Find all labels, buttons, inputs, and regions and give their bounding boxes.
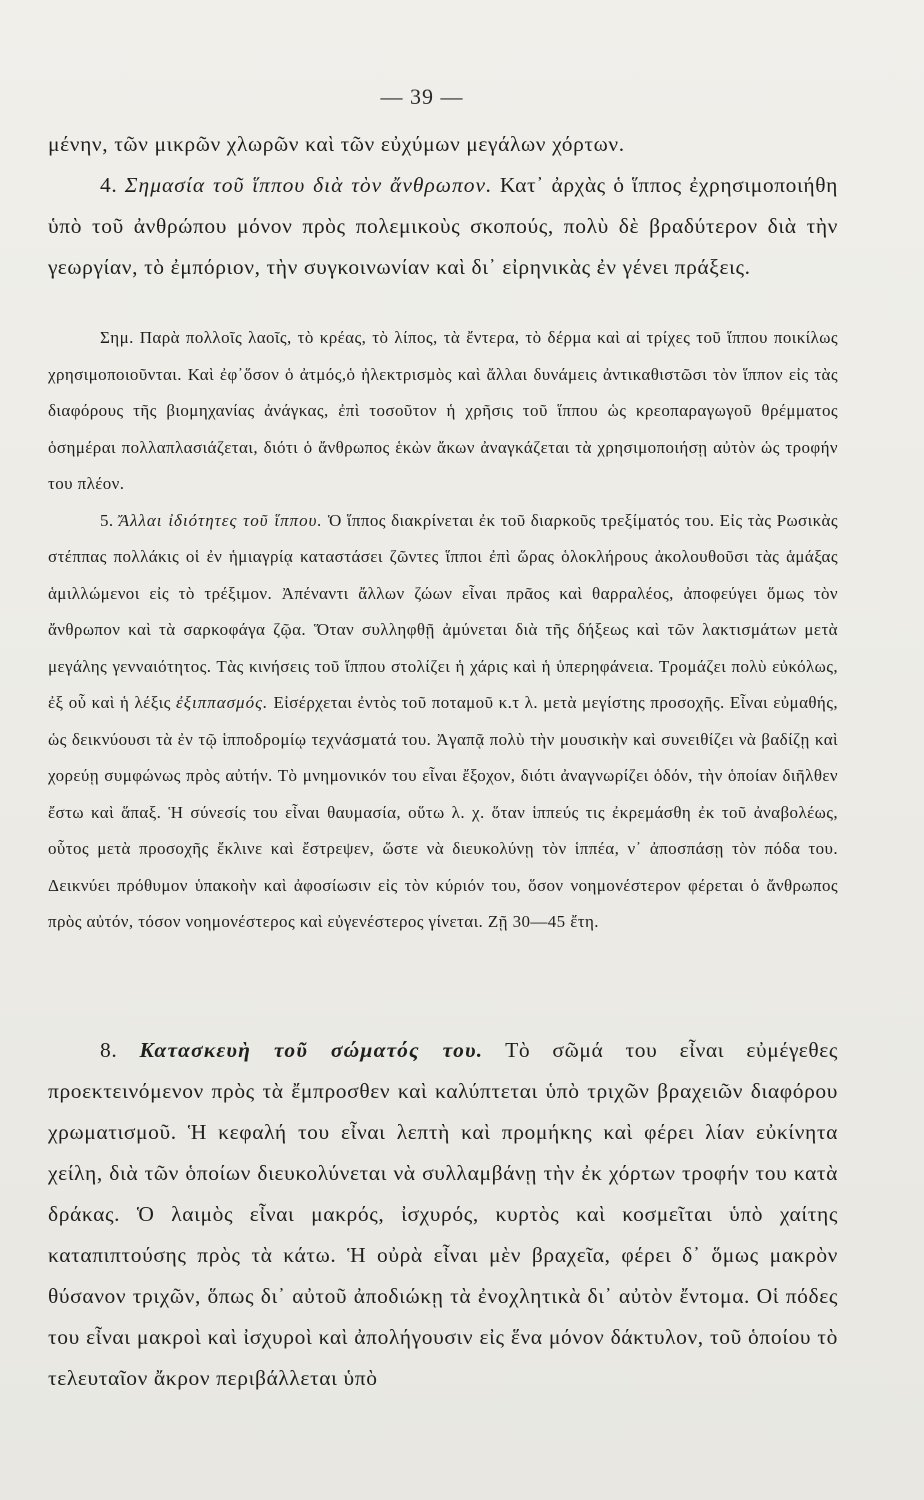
text-block-small [48,320,838,941]
section-4-number: 4. [100,173,118,197]
section-5-paragraph [48,503,838,941]
text-block-bottom [48,1030,838,1399]
section-4-heading: Σημασία τοῦ ἵππου διὰ τὸν ἄνθρωπον. [124,173,493,197]
section-4-paragraph [48,165,838,288]
page-number: — 39 — [380,84,464,109]
section-5-number: 5. [100,510,114,530]
section-8-paragraph [48,1030,838,1399]
section-8-number: 8. [100,1038,118,1062]
section-5-italic-word: ἐξιππασμός. [176,693,269,712]
note-paragraph [48,320,838,503]
section-5-text: Ὁ ἵππος διακρίνεται ἐκ τοῦ διαρκοῦς τρεξίματός του. Εἰς τὰς Ρωσικὰς στέππας πολλάκις οἱ ἐν ἡμιαγρίᾳ καταστάσει ζῶντες ἵπποι ἐπὶ ὥρας ὁλοκλήρους ἀκολουθοῦσι τὰς ἁμάξας ἁμιλλώμενοι εἰς τὸ τρέξιμον. Ἀπέναντι ἄλλων ζώων εἶναι πρᾶος καὶ θαρραλέος, ἀποφεύγει ὅμως τὸν ἄνθρωπον καὶ τὰ σαρκοφάγα ζῷα. Ὅταν συλληφθῇ ἀμύνεται διὰ τῆς δήξεως καὶ τῶν λακτισμάτων μετὰ μεγάλης γενναιότητος. Τὰς κινήσεις τοῦ ἵππου στολίζει ἡ χάρις καὶ ἡ ὑπερηφάνεια. Τρομάζει πολὺ εὐκόλως, ἐξ οὗ καὶ ἡ λέξις [48,510,838,712]
section-8-heading: Κατασκευὴ τοῦ σώματός του. [139,1038,484,1062]
section-5-heading: Ἄλλαι ἰδιότητες τοῦ ἵππου. [118,510,323,530]
note-text: Σημ. Παρὰ πολλοῖς λαοῖς, τὸ κρέας, τὸ λίπος, τὰ ἔντερα, τὸ δέρμα καὶ αἱ τρίχες τοῦ ἵππου ποικίλως χρησιμοποιοῦνται. Καὶ ἐφ᾿ὅσον ὁ ἀτμός,ὁ ἠλεκτρισμὸς καὶ ἄλλαι δυνάμεις ἀντικαθιστῶσι τὸν ἵππον εἰς τὰς διαφόρους τῆς βιομηχανίας ἀνάγκας, ἐπὶ τοσοῦτον ἡ χρῆσις τοῦ ἵππου ὡς κρεοπαραγωγοῦ θρέμματος ὁσημέραι πολλαπλασιάζεται, διότι ὁ ἄνθρωπος ἑκὼν ἄκων ἀναγκάζεται τὰ χρησιμοποιήσῃ αὐτὸν ὡς τροφήν του πλέον. [48,328,838,493]
section-5-text-continued: Εἰσέρχεται ἐντὸς τοῦ ποταμοῦ κ.τ λ. μετὰ μεγίστης προσοχῆς. Εἶναι εὐμαθής, ὡς δεικνύουσι τὰ ἐν τῷ ἱπποδρομίῳ τεχνάσματά του. Ἀγαπᾷ πολὺ τὴν μουσικὴν καὶ συνειθίζει νὰ βαδίζῃ καὶ χορεύῃ συμφώνως πρὸς αὐτήν. Τὸ μνημονικόν του εἶναι ἔξοχον, διότι ἀναγνωρίζει ὁδόν, τὴν ὁποίαν διῆλθεν ἔστω καὶ ἅπαξ. Ἡ σύνεσίς του εἶναι θαυμασία, οὕτω λ. χ. ὅταν ἱππεύς τις ἐκρεμάσθη ἐκ τοῦ ἀναβολέως, οὗτος μετὰ προσοχῆς ἔκλινε καὶ ἔστρεψεν, ὥστε νὰ διευκολύνῃ τὸν ἱππέα, ν᾿ ἀποσπάσῃ τὸν πόδα του. Δεικνύει πρόθυμον ὑπακοὴν καὶ ἀφοσίωσιν εἰς τὸν κύριόν του, ὅσον νοημονέστερον φέρεται ὁ ἄνθρωπος πρὸς αὐτόν, τόσον νοημονέστερος καὶ εὐγενέστερος γίνεται. Ζῇ 30—45 ἔτη. [48,693,838,931]
text-block-top [48,124,838,288]
section-8-text: Τὸ σῶμά του εἶναι εὐμέγεθες προεκτεινόμενον πρὸς τὰ ἔμπροσθεν καὶ καλύπτεται ὑπὸ τριχῶν βραχειῶν διαφόρου χρωματισμοῦ. Ἡ κεφαλή του εἶναι λεπτὴ καὶ προμήκης καὶ φέρει λίαν εὐκίνητα χείλη, διὰ τῶν ὁποίων διευκολύνεται νὰ συλλαμβάνῃ τὴν ἐκ χόρτων τροφήν του κατὰ δράκας. Ὁ λαιμὸς εἶναι μακρός, ἰσχυρός, κυρτὸς καὶ κοσμεῖται ὑπὸ χαίτης καταπιπτούσης πρὸς τὰ κάτω. Ἡ οὐρὰ εἶναι μὲν βραχεῖα, φέρει δ᾿ ὅμως μακρὸν θύσανον τριχῶν, ὅπως δι᾿ αὐτοῦ ἀποδιώκῃ τὰ ἐνοχλητικὰ δι᾿ αὐτὸν ἔντομα. Οἱ πόδες του εἶναι μακροὶ καὶ ἰσχυροὶ καὶ ἀπολήγουσιν εἰς ἕνα μόνον δάκτυλον, τοῦ ὁποίου τὸ τελευταῖον ἄκρον περιβάλλεται ὑπὸ [48,1038,838,1390]
section-4-text: Κατ᾿ ἀρχὰς ὁ ἵππος ἐχρησιμοποιήθη ὑπὸ τοῦ ἀνθρώπου μόνον πρὸς πολεμικοὺς σκοπούς, πολὺ δὲ βραδύτερον διὰ τὴν γεωργίαν, τὸ ἐμπόριον, τὴν συγκοινωνίαν καὶ δι᾿ εἰρηνικὰς ἐν γένει πράξεις. [48,173,838,279]
continuation-paragraph [48,124,838,165]
continuation-text: μένην, τῶν μικρῶν χλωρῶν καὶ τῶν εὐχύμων μεγάλων χόρτων. [48,132,625,156]
